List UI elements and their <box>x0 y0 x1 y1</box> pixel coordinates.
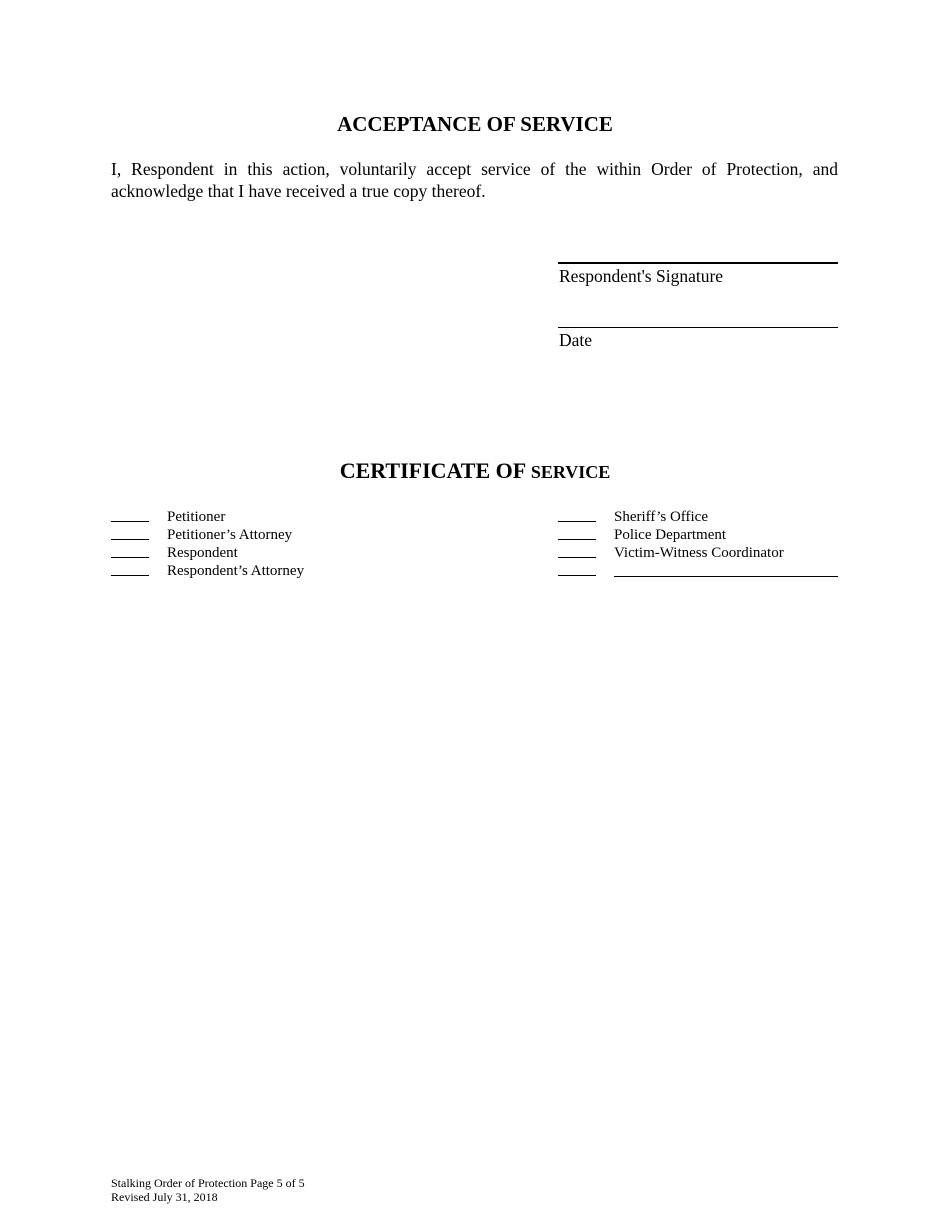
list-item <box>558 526 848 544</box>
service-label: Respondent <box>167 545 238 561</box>
list-item <box>558 562 848 580</box>
checkbox-blank[interactable] <box>558 544 596 558</box>
checkbox-blank[interactable] <box>558 508 596 522</box>
service-label: Victim-Witness Coordinator <box>614 545 784 561</box>
checkbox-blank[interactable] <box>558 562 596 576</box>
checkbox-blank[interactable] <box>111 562 149 576</box>
service-label: Petitioner’s Attorney <box>167 527 293 543</box>
date-line <box>558 327 838 328</box>
certificate-title <box>0 458 950 484</box>
signature-label: Respondent's Signature <box>559 266 724 286</box>
other-recipient-blank[interactable] <box>614 562 838 577</box>
service-label: Police Department <box>614 527 727 543</box>
checkbox-blank[interactable] <box>111 526 149 540</box>
service-label: Respondent’s Attorney <box>167 563 305 579</box>
list-item <box>111 562 411 580</box>
checkbox-blank[interactable] <box>558 526 596 540</box>
certificate-title-main: CERTIFICATE OF <box>339 458 531 483</box>
service-label: Sheriff’s Office <box>614 509 708 525</box>
certificate-title-small: SERVICE <box>530 462 611 482</box>
footer <box>111 1176 305 1204</box>
signature-line <box>558 262 838 264</box>
list-item <box>111 526 411 544</box>
acceptance-title: ACCEPTANCE OF SERVICE <box>337 112 613 136</box>
footer-revised: Revised July 31, 2018 <box>111 1190 218 1204</box>
checkbox-blank[interactable] <box>111 508 149 522</box>
list-item <box>111 544 411 562</box>
list-item <box>558 544 848 562</box>
service-label: Petitioner <box>167 509 226 525</box>
list-item <box>558 508 848 526</box>
list-item <box>111 508 411 526</box>
date-label: Date <box>559 330 593 350</box>
acceptance-paragraph: I, Respondent in this action, voluntarily accept service of the within Order of Protection, and acknowledge that I have received a true copy thereof. <box>111 159 838 201</box>
footer-page-info: Stalking Order of Protection Page 5 of 5 <box>111 1176 305 1190</box>
checkbox-blank[interactable] <box>111 544 149 558</box>
